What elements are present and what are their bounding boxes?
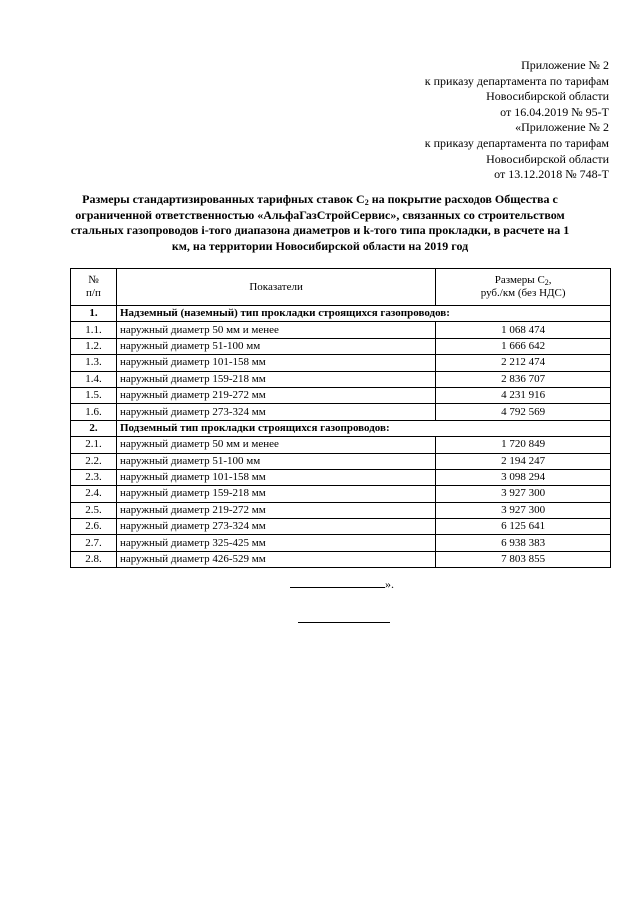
header-num-line1: № <box>88 274 99 286</box>
row-num: 2.1. <box>71 437 117 453</box>
row-value: 7 803 855 <box>436 551 611 567</box>
header-value <box>436 269 611 306</box>
row-value: 3 927 300 <box>436 486 611 502</box>
row-num: 2.4. <box>71 486 117 502</box>
table-row <box>71 486 611 502</box>
table-row <box>71 387 611 403</box>
table-row <box>71 371 611 387</box>
closing-suffix: ». <box>385 577 394 591</box>
document-title <box>70 192 570 254</box>
section-row-underground <box>71 420 611 436</box>
row-num: 1.3. <box>71 355 117 371</box>
table-row <box>71 338 611 354</box>
row-num: 2.2. <box>71 453 117 469</box>
row-value: 4 792 569 <box>436 404 611 420</box>
header-indicator: Показатели <box>116 269 435 306</box>
header-line: к приказу департамента по тарифам <box>424 135 609 150</box>
row-name: наружный диаметр 426-529 мм <box>116 551 435 567</box>
table-row <box>71 437 611 453</box>
section-num: 1. <box>71 306 117 322</box>
row-num: 2.7. <box>71 535 117 551</box>
header-value-line1-pre: Размеры С <box>494 274 545 286</box>
row-name: наружный диаметр 51-100 мм <box>116 338 435 354</box>
table-row <box>71 502 611 518</box>
table-row <box>71 404 611 420</box>
header-line: от 13.12.2018 № 748-Т <box>494 167 609 182</box>
table-row <box>71 535 611 551</box>
row-name: наружный диаметр 219-272 мм <box>116 502 435 518</box>
header-line: «Приложение № 2 <box>515 120 609 135</box>
header-value-subscript: 2 <box>544 278 549 287</box>
table-row <box>71 551 611 567</box>
row-value: 2 836 707 <box>436 371 611 387</box>
section-num: 2. <box>71 420 117 436</box>
section-label: Надземный (наземный) тип прокладки строящихся газопроводов: <box>116 306 610 322</box>
row-value: 3 098 294 <box>436 469 611 485</box>
row-value: 6 938 383 <box>436 535 611 551</box>
row-num: 1.4. <box>71 371 117 387</box>
closing-mark <box>290 577 394 592</box>
row-num: 2.6. <box>71 519 117 535</box>
row-value: 1 666 642 <box>436 338 611 354</box>
row-value: 2 212 474 <box>436 355 611 371</box>
row-value: 6 125 641 <box>436 519 611 535</box>
row-num: 2.3. <box>71 469 117 485</box>
header-line: Новосибирской области <box>486 151 609 166</box>
header-value-line2: руб./км (без НДС) <box>480 287 566 299</box>
header-line: от 16.04.2019 № 95-Т <box>500 104 609 119</box>
title-subscript: 2 <box>364 198 369 207</box>
row-num: 1.1. <box>71 322 117 338</box>
row-name: наружный диаметр 101-158 мм <box>116 469 435 485</box>
header-line: к приказу департамента по тарифам <box>424 73 609 88</box>
header-num <box>71 269 117 306</box>
row-num: 2.8. <box>71 551 117 567</box>
row-value: 1 720 849 <box>436 437 611 453</box>
row-name: наружный диаметр 51-100 мм <box>116 453 435 469</box>
row-name: наружный диаметр 50 мм и менее <box>116 322 435 338</box>
table-row <box>71 469 611 485</box>
row-value: 4 231 916 <box>436 387 611 403</box>
row-name: наружный диаметр 50 мм и менее <box>116 437 435 453</box>
row-num: 1.6. <box>71 404 117 420</box>
title-text-end: на покрытие расходов Общества с ограниченной ответственностью «АльфаГазСтройСервис», связанных со строительством стальных газопроводов i-того диапазона диаметров и k-того типа прокладки, в расчете на 1 км, на территории Новосибирской области на 2019 год <box>70 192 570 253</box>
table-row <box>71 519 611 535</box>
row-value: 2 194 247 <box>436 453 611 469</box>
section-row-aboveground <box>71 306 611 322</box>
table-row <box>71 453 611 469</box>
row-value: 1 068 474 <box>436 322 611 338</box>
table-header-row <box>71 269 611 306</box>
closing-underline <box>290 577 385 588</box>
row-name: наружный диаметр 101-158 мм <box>116 355 435 371</box>
rates-table <box>70 268 611 568</box>
final-underline <box>298 622 390 623</box>
row-value: 3 927 300 <box>436 502 611 518</box>
row-name: наружный диаметр 159-218 мм <box>116 486 435 502</box>
row-name: наружный диаметр 159-218 мм <box>116 371 435 387</box>
table-row <box>71 355 611 371</box>
row-num: 1.2. <box>71 338 117 354</box>
order-header <box>425 58 609 183</box>
header-line: Приложение № 2 <box>521 58 609 72</box>
title-text-start: Размеры стандартизированных тарифных ставок С <box>82 192 365 206</box>
header-num-line2: п/п <box>86 287 101 299</box>
row-name: наружный диаметр 273-324 мм <box>116 404 435 420</box>
row-name: наружный диаметр 325-425 мм <box>116 535 435 551</box>
row-num: 2.5. <box>71 502 117 518</box>
section-label: Подземный тип прокладки строящихся газопроводов: <box>116 420 610 436</box>
header-value-line1 <box>439 274 607 287</box>
table-row <box>71 322 611 338</box>
header-value-line1-post: , <box>548 274 552 286</box>
row-num: 1.5. <box>71 387 117 403</box>
row-name: наружный диаметр 219-272 мм <box>116 387 435 403</box>
header-line: Новосибирской области <box>486 89 609 104</box>
row-name: наружный диаметр 273-324 мм <box>116 519 435 535</box>
